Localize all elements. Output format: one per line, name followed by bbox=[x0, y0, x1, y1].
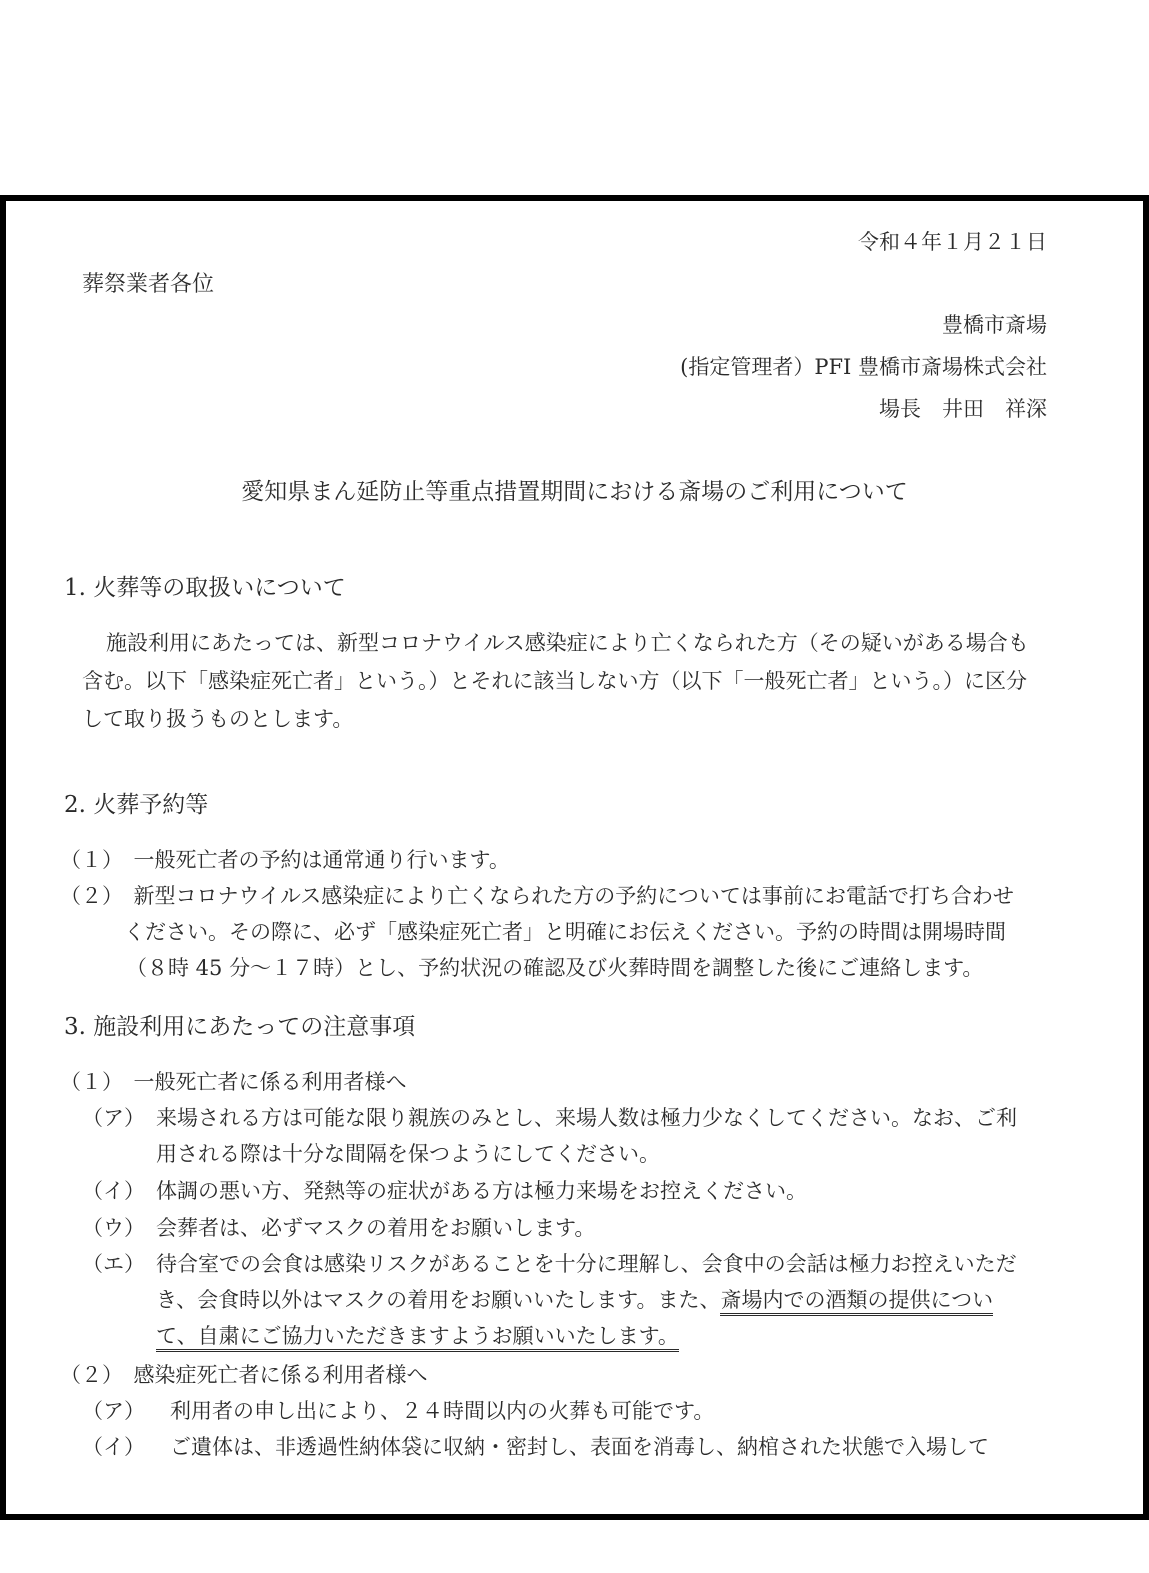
section3-sub1-label: （１） 一般死亡者に係る利用者様へ bbox=[60, 1070, 407, 1094]
section3-sub1-e-line-2 bbox=[156, 1286, 993, 1314]
section2-item-2-line-3: （８時 45 分～１７時）とし、予約状況の確認及び火葬時間を調整した後にご連絡します。 bbox=[126, 956, 984, 980]
section3-sub1-e-line-3 bbox=[156, 1322, 679, 1350]
section1-line-3: して取り扱うものとします。 bbox=[82, 707, 354, 731]
section3-sub2-a-marker: （ア） bbox=[82, 1399, 145, 1423]
section3-sub2-i-marker: （イ） bbox=[82, 1435, 145, 1459]
section2-item-2-line-1: （２） 新型コロナウイルス感染症により亡くなられた方の予約については事前にお電話で打ち合わせ bbox=[60, 884, 1014, 908]
section3-sub1-a-line-1: 来場される方は可能な限り親族のみとし、来場人数は極力少なくしてください。なお、ご利 bbox=[156, 1106, 1017, 1130]
section3-sub1-e-line-2-plain: き、会食時以外はマスクの着用をお願いいたします。また、 bbox=[156, 1288, 721, 1312]
section3-sub1-e-line-2-underlined: 斎場内での酒類の提供につい bbox=[720, 1288, 993, 1316]
section2-heading: 2. 火葬予約等 bbox=[64, 792, 209, 818]
section3-sub1-e-line-3-underlined: て、自粛にご協力いただきますようお願いいたします。 bbox=[156, 1324, 679, 1352]
section3-sub1-e-marker: （エ） bbox=[82, 1252, 145, 1276]
document-frame bbox=[0, 195, 1149, 1520]
section3-sub1-i-marker: （イ） bbox=[82, 1179, 145, 1203]
section3-sub2-a-text: 利用者の申し出により、２４時間以内の火葬も可能です。 bbox=[170, 1399, 715, 1423]
section3-sub2-label: （２） 感染症死亡者に係る利用者様へ bbox=[60, 1363, 428, 1387]
section1-line-2: 含む。以下「感染症死亡者」という。）とそれに該当しない方（以下「一般死亡者」という。）に区分 bbox=[82, 669, 1027, 693]
section3-sub1-i-text: 体調の悪い方、発熱等の症状がある方は極力来場をお控えください。 bbox=[156, 1179, 807, 1203]
section3-heading: 3. 施設利用にあたっての注意事項 bbox=[64, 1014, 416, 1040]
sender-manager: (指定管理者）PFI 豊橋市斎場株式会社 bbox=[680, 355, 1047, 379]
document-title: 愛知県まん延防止等重点措置期間における斎場のご利用について bbox=[241, 479, 908, 505]
section2-item-1: （１） 一般死亡者の予約は通常通り行います。 bbox=[60, 848, 510, 872]
sender-organization: 豊橋市斎場 bbox=[942, 313, 1047, 337]
section1-heading: 1. 火葬等の取扱いについて bbox=[64, 575, 346, 601]
section3-sub2-i-text: ご遺体は、非透過性納体袋に収納・密封し、表面を消毒し、納棺された状態で入場して bbox=[170, 1435, 989, 1459]
section3-sub1-e-line-1: 待合室での会食は感染リスクがあることを十分に理解し、会食中の会話は極力お控えいただ bbox=[156, 1252, 1017, 1276]
section3-sub1-u-text: 会葬者は、必ずマスクの着用をお願いします。 bbox=[156, 1216, 596, 1240]
section2-item-2-line-2: ください。その際に、必ず「感染症死亡者」と明確にお伝えください。予約の時間は開場時間 bbox=[124, 920, 1006, 944]
addressee: 葬祭業者各位 bbox=[82, 272, 215, 297]
sender-person: 場長 井田 祥深 bbox=[879, 397, 1047, 421]
section1-line-1: 施設利用にあたっては、新型コロナウイルス感染症により亡くなられた方（その疑いがある場合も bbox=[106, 631, 1029, 655]
section3-sub1-a-line-2: 用される際は十分な間隔を保つようにしてください。 bbox=[156, 1142, 660, 1166]
section3-sub1-a-marker: （ア） bbox=[82, 1106, 145, 1130]
section3-sub1-u-marker: （ウ） bbox=[82, 1216, 145, 1240]
document-date: 令和４年１月２１日 bbox=[858, 230, 1047, 254]
